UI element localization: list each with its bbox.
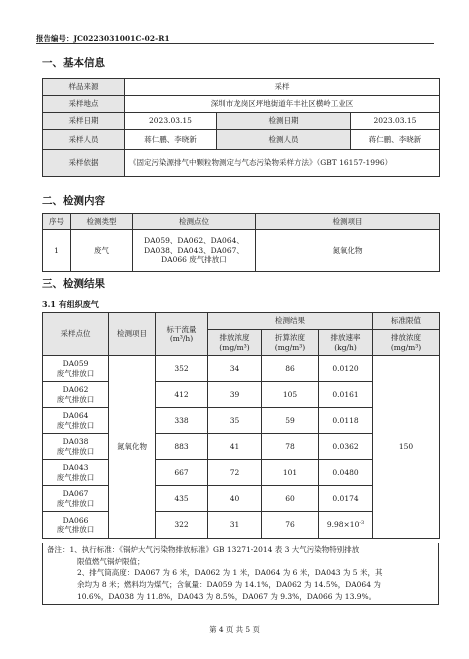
point-outlet: 废气排放口 <box>56 472 95 482</box>
point-id: DA062 <box>62 385 89 395</box>
row-flow: 435 <box>156 486 208 512</box>
label-sampler: 采样人员 <box>43 130 125 150</box>
point-outlet: 废气排放口 <box>56 446 95 456</box>
points-line-1: DA059、DA062、DA064、 <box>144 236 244 246</box>
row-calc: 60 <box>262 486 319 512</box>
point-id: DA059 <box>62 359 89 369</box>
row-flow: 883 <box>156 434 208 460</box>
label-sample-site: 采样地点 <box>43 96 125 113</box>
header-rate-line-2: (kg/h) <box>334 342 357 352</box>
row-conc: 72 <box>208 460 262 486</box>
basic-info-table <box>42 78 440 177</box>
header-limit-conc-line-1: 排放浓度 <box>391 333 422 343</box>
section-results-title: 三、检测结果 <box>42 278 105 290</box>
page-number: 第 4 页 共 5 页 <box>209 625 260 634</box>
row-conc: 40 <box>208 486 262 512</box>
row-no: 1 <box>43 230 71 272</box>
label-test-date: 检测日期 <box>217 113 351 130</box>
row-rate: 0.0362 <box>319 434 373 460</box>
label-sample-source: 样品来源 <box>43 79 125 96</box>
notes-line-5: 10.6%，DA038 为 11.8%，DA043 为 8.5%，DA067 为 9.3%，DA066 为 13.9%。 <box>77 591 377 601</box>
points-line-2: DA038、DA043、DA067、 <box>144 245 244 255</box>
value-basis: 《固定污染源排气中颗粒物测定与气态污染物采样方法》（GBT 16157-1996） <box>125 150 440 177</box>
rate-exponent: -3 <box>359 520 365 527</box>
test-content-table <box>42 213 440 272</box>
row-type: 废气 <box>71 230 133 272</box>
notes-line-3: 2、排气筒高度：DA067 为 6 米，DA062 为 1 米，DA064 为 6 米，DA043 为 5 米，其 <box>77 568 383 578</box>
row-calc: 78 <box>262 434 319 460</box>
value-sample-source: 采样 <box>125 79 440 96</box>
header-type: 检测类型 <box>71 214 133 230</box>
row-rate: 0.0161 <box>319 382 373 408</box>
row-rate: 0.0120 <box>319 356 373 382</box>
header-result: 检测结果 <box>208 313 373 330</box>
row-points <box>133 230 256 272</box>
row-flow: 352 <box>156 356 208 382</box>
notes-line-2: 限值燃气锅炉限值； <box>77 556 145 566</box>
row-point <box>43 434 109 460</box>
header-item: 检测项目 <box>256 214 440 230</box>
header-conc-line-2: (mg/m³) <box>219 342 250 352</box>
header-calc <box>262 330 319 356</box>
point-id: DA064 <box>62 411 89 421</box>
row-conc: 35 <box>208 408 262 434</box>
header-no: 序号 <box>43 214 71 230</box>
header-flow <box>156 313 208 356</box>
row-conc: 41 <box>208 434 262 460</box>
header-limit: 标准限值 <box>373 313 440 330</box>
row-calc: 59 <box>262 408 319 434</box>
value-test-date: 2023.03.15 <box>351 113 440 130</box>
point-outlet: 废气排放口 <box>56 368 95 378</box>
point-outlet: 废气排放口 <box>56 394 95 404</box>
row-rate: 0.0118 <box>319 408 373 434</box>
row-point <box>43 408 109 434</box>
label-tester: 检测人员 <box>217 130 351 150</box>
item-name: 氮氧化物 <box>109 356 156 539</box>
limit-value: 150 <box>373 356 440 539</box>
row-point <box>43 382 109 408</box>
section-basic-info-title: 一、基本信息 <box>42 57 105 69</box>
row-calc: 76 <box>262 512 319 539</box>
row-point <box>43 486 109 512</box>
label-basis: 采样依据 <box>43 150 125 177</box>
point-outlet: 废气排放口 <box>56 420 95 430</box>
row-flow: 322 <box>156 512 208 539</box>
subsection-organized-gas: 3.1 有组织废气 <box>42 299 99 309</box>
row-point <box>43 460 109 486</box>
value-sampler: 蒋仁鹏、李晓新 <box>125 130 217 150</box>
header-flow-line-1: 标干流量 <box>166 324 197 334</box>
row-flow: 667 <box>156 460 208 486</box>
row-rate <box>319 512 373 539</box>
header-point: 采样点位 <box>43 313 109 356</box>
value-sample-date: 2023.03.15 <box>125 113 217 130</box>
header-rule <box>36 43 434 44</box>
row-conc: 34 <box>208 356 262 382</box>
header-conc-line-1: 排放浓度 <box>219 333 250 343</box>
row-flow: 412 <box>156 382 208 408</box>
row-rate: 0.0480 <box>319 460 373 486</box>
row-calc: 101 <box>262 460 319 486</box>
report-number: 报告编号：JC0223031001C-02-R1 <box>36 34 170 43</box>
notes-block <box>42 543 439 605</box>
header-calc-line-1: 折算浓度 <box>275 333 305 343</box>
row-calc: 105 <box>262 382 319 408</box>
header-conc <box>208 330 262 356</box>
row-calc: 86 <box>262 356 319 382</box>
notes-line-4: 余均为 8 米；燃料均为煤气；含氧量：DA059 为 14.1%，DA062 为 14.5%，DA064 为 <box>77 579 381 589</box>
header-rate-line-1: 排放速率 <box>330 333 361 343</box>
header-limit-conc-line-2: (mg/m³) <box>390 342 422 352</box>
notes-line-1: 备注：1、执行标准：《锅炉大气污染物排放标准》GB 13271-2014 表 3 大气污染物特别排放 <box>47 545 360 554</box>
row-conc: 39 <box>208 382 262 408</box>
row-flow: 338 <box>156 408 208 434</box>
header-calc-line-2: (mg/m³) <box>274 342 306 352</box>
row-point <box>43 512 109 539</box>
row-item: 氮氧化物 <box>256 230 440 272</box>
point-outlet: 废气排放口 <box>56 498 95 508</box>
header-item: 检测项目 <box>109 313 156 356</box>
point-id: DA043 <box>62 463 89 473</box>
point-outlet: 废气排放口 <box>56 525 95 534</box>
table-row <box>43 356 440 382</box>
row-point <box>43 356 109 382</box>
value-sample-site: 深圳市龙岗区坪地街道年丰社区横岭工业区 <box>125 96 440 113</box>
row-conc: 31 <box>208 512 262 539</box>
section-test-content-title: 二、检测内容 <box>42 195 105 207</box>
point-id: DA038 <box>62 437 89 447</box>
row-rate: 0.0174 <box>319 486 373 512</box>
rate-base: 9.98×10 <box>326 520 360 530</box>
header-rate <box>319 330 373 356</box>
point-id: DA066 <box>62 515 89 525</box>
label-sample-date: 采样日期 <box>43 113 125 130</box>
header-points: 检测点位 <box>133 214 256 230</box>
results-table <box>42 312 440 539</box>
header-limit-conc <box>373 330 440 356</box>
header-flow-line-2: (m³/h) <box>169 334 194 343</box>
value-tester: 蒋仁鹏、李晓新 <box>351 130 440 150</box>
points-line-3: DA066 废气排放口 <box>161 255 227 265</box>
point-id: DA067 <box>62 489 89 499</box>
